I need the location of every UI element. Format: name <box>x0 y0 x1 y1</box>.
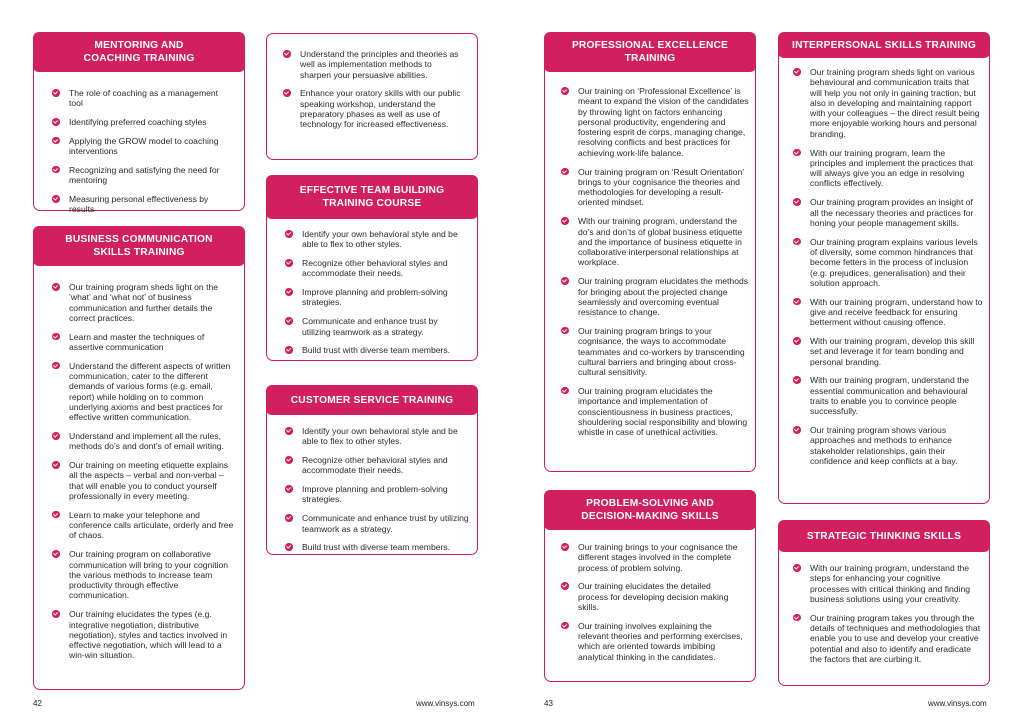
list-item-text: Our training program shows various approaches and methods to enhance stakeholder relationships, gain their confidence and keep conflicts at a bay. <box>810 425 958 466</box>
check-circle-icon <box>285 456 293 464</box>
check-circle-icon <box>561 387 569 395</box>
list-item <box>561 86 751 158</box>
check-circle-icon <box>793 149 801 157</box>
list-item <box>793 297 983 328</box>
list-item <box>52 332 234 353</box>
list-item <box>52 88 232 109</box>
list-item <box>52 549 234 600</box>
check-circle-icon <box>52 283 60 291</box>
list-item-text: Identify your own behavioral style and be able to flex to other styles. <box>302 229 458 250</box>
list-item-text: Our training program takes you through the details of techniques and methodologies that enable you to use and develop your creative potential and also to identify and eradicate the factors that are curbing it. <box>810 612 981 664</box>
check-circle-icon <box>285 543 293 551</box>
list-item <box>561 581 743 612</box>
list-item <box>52 431 234 452</box>
list-item <box>793 563 981 604</box>
list-item-text: Recognize other behavioral styles and accommodate their needs. <box>302 455 448 476</box>
list-item-text: Our training on meeting etiquette explains all the aspects – verbal and non-verbal – that will enable you to conduct yourself professionally in every meeting. <box>69 460 229 502</box>
list-item-text: Identifying preferred coaching styles <box>69 117 207 128</box>
problem-solving-list <box>561 542 743 670</box>
check-circle-icon <box>52 195 60 203</box>
check-circle-icon <box>561 277 569 285</box>
list-item-text: Understand the different aspects of written communication, cater to the different demands of various forms (e.g. email, report) while holding on to common underlying axioms and best practices for effective written communication. <box>69 360 231 423</box>
check-circle-icon <box>793 238 801 246</box>
check-circle-icon <box>793 298 801 306</box>
list-item-text: Our training elucidates the types (e.g. integrative negotiation, distributive negotiation), styles and tactics involved in effective negotiation, which will lead to a win-win situation. <box>69 609 228 661</box>
list-item <box>285 426 470 447</box>
list-item <box>793 67 983 139</box>
check-circle-icon <box>561 622 569 630</box>
list-item-text: Our training on ‘Professional Excellence’ is meant to expand the vision of the candidates by throwing light on factors enhancing personal productivity, engendering and fostering esprit de corps, managing change, resolving conflicts and best practices for achieving work-life balance. <box>578 86 749 158</box>
interpersonal-skills-list <box>793 67 983 475</box>
list-item-text: Our training program elucidates the importance and implementation of conscientiousness in business practices, shouldering social responsibility and blowing whistle in case of unethical activities. <box>578 385 748 438</box>
list-item <box>561 542 743 573</box>
professional-excellence-list <box>561 86 751 446</box>
check-circle-icon <box>52 461 60 469</box>
team-building-card-title: EFFECTIVE TEAM BUILDING TRAINING COURSE <box>266 175 478 219</box>
list-item-text: Our training program sheds light on various behavioural and communication traits that will help you not only in gaining traction, but also in developing and maintaining rapport with your colleagues – the direct result being more enjoyable working hours and personal branding. <box>810 67 980 139</box>
check-circle-icon <box>52 610 60 618</box>
list-item <box>793 336 983 367</box>
list-item <box>285 455 470 476</box>
list-item <box>52 136 232 157</box>
list-item <box>52 282 234 323</box>
team-building-list <box>285 229 465 364</box>
list-item-text: Our training program sheds light on the ‘what’ and ‘what not’ of business communication and further details the correct practices. <box>69 282 219 323</box>
list-item-text: With our training program, understand the steps for enhancing your cognitive processes with critical thinking and finding business solutions using your creativity. <box>810 563 971 604</box>
list-item <box>793 613 981 664</box>
list-item-text: Communicate and enhance trust by utilizing teamwork as a strategy. <box>302 316 438 337</box>
list-item-text: Our training program on collaborative communication will bring to your cognition the various methods to increase team productivity through effective communication. <box>69 549 229 601</box>
right-footer-url: www.vinsys.com <box>928 699 987 708</box>
check-circle-icon <box>52 166 60 174</box>
list-item <box>561 167 751 208</box>
problem-solving-card-title: PROBLEM-SOLVING AND DECISION-MAKING SKILLS <box>544 490 756 530</box>
check-circle-icon <box>793 68 801 76</box>
business-communication-card-title: BUSINESS COMMUNICATION SKILLS TRAINING <box>33 226 245 266</box>
left-footer-url: www.vinsys.com <box>416 699 475 708</box>
list-item-text: Identify your own behavioral style and be able to flex to other styles. <box>302 426 458 447</box>
check-circle-icon <box>285 514 293 522</box>
list-item-text: Recognize other behavioral styles and accommodate their needs. <box>302 258 448 279</box>
list-item-text: Improve planning and problem-solving strategies. <box>302 484 448 505</box>
check-circle-icon <box>52 550 60 558</box>
check-circle-icon <box>561 217 569 225</box>
mentoring-card-title: MENTORING AND COACHING TRAINING <box>33 32 245 72</box>
business-communication-list <box>52 282 234 669</box>
list-item <box>793 148 983 189</box>
list-item-text: Communicate and enhance trust by utilizing teamwork as a strategy. <box>302 513 469 534</box>
check-circle-icon <box>285 485 293 493</box>
list-item <box>283 88 463 129</box>
check-circle-icon <box>285 230 293 238</box>
check-circle-icon <box>285 288 293 296</box>
check-circle-icon <box>283 89 291 97</box>
list-item <box>52 194 232 215</box>
check-circle-icon <box>793 426 801 434</box>
list-item-text: Our training program on ‘Result Orientation’ brings to your cognisance the theories and methodologies for developing a result-oriented mindset. <box>578 166 744 208</box>
check-circle-icon <box>793 337 801 345</box>
check-circle-icon <box>52 137 60 145</box>
list-item <box>285 258 465 279</box>
professional-excellence-card-title: PROFESSIONAL EXCELLENCE TRAINING <box>544 32 756 72</box>
list-item-text: Improve planning and problem-solving strategies. <box>302 287 448 308</box>
check-circle-icon <box>52 118 60 126</box>
check-circle-icon <box>52 89 60 97</box>
list-item-text: Enhance your oratory skills with our public speaking workshop, understand the preparatory phases as well as use of technology for increased effectiveness. <box>300 88 461 130</box>
list-item <box>285 542 470 552</box>
list-item-text: Our training brings to your cognisance the different stages involved in the complete process of problem solving. <box>578 542 738 573</box>
interpersonal-skills-card-title: INTERPERSONAL SKILLS TRAINING <box>778 32 990 58</box>
check-circle-icon <box>561 582 569 590</box>
list-item-text: With our training program, develop this skill set and leverage it for team bonding and personal branding. <box>810 336 975 367</box>
list-item-text: Learn to make your telephone and conference calls articulate, orderly and free of chaos. <box>69 509 234 541</box>
list-item <box>285 513 470 534</box>
right-page-number: 43 <box>544 699 553 708</box>
list-item <box>285 345 465 355</box>
list-item-text: Our training program elucidates the methods for bringing about the projected change seamlessly and overcoming eventual resistance to change. <box>578 276 749 318</box>
persuasion-list <box>283 49 463 138</box>
list-item-text: With our training program, understand the do’s and don’ts of global business etiquette and the importance of business etiquette in collaborative interpersonal relationships at workplace. <box>578 216 743 268</box>
list-item-text: Understand and implement all the rules, methods do’s and dont’s of email writing. <box>69 431 224 452</box>
check-circle-icon <box>285 346 293 354</box>
list-item-text: With our training program, learn the principles and implement the practices that will always give you an edge in resolving conflicts effectively. <box>810 147 973 189</box>
check-circle-icon <box>561 327 569 335</box>
left-page-number: 42 <box>33 699 42 708</box>
list-item <box>793 375 983 416</box>
list-item <box>285 229 465 250</box>
list-item <box>285 484 470 505</box>
list-item <box>52 361 234 423</box>
check-circle-icon <box>52 432 60 440</box>
check-circle-icon <box>793 376 801 384</box>
check-circle-icon <box>283 50 291 58</box>
check-circle-icon <box>285 259 293 267</box>
check-circle-icon <box>285 427 293 435</box>
check-circle-icon <box>52 362 60 370</box>
list-item <box>561 326 751 377</box>
list-item-text: Our training program explains various levels of diversity, some common hindrances that become fetters in the process of inclusion (e.g. prejudices, generalisation) and their solution approach. <box>810 236 978 288</box>
list-item-text: With our training program, understand how to give and receive feedback for ensuring betterment without causing offence. <box>810 296 983 328</box>
check-circle-icon <box>561 168 569 176</box>
list-item <box>561 216 751 267</box>
check-circle-icon <box>793 614 801 622</box>
list-item <box>793 197 983 228</box>
list-item <box>52 609 234 660</box>
list-item <box>561 276 751 317</box>
strategic-thinking-card-title: STRATEGIC THINKING SKILLS <box>778 520 990 552</box>
list-item <box>793 425 983 466</box>
list-item-text: Our training involves explaining the relevant theories and performing exercises, which are oriented towards imbibing analytical thinking in the candidates. <box>578 620 743 662</box>
check-circle-icon <box>793 564 801 572</box>
list-item <box>52 460 234 501</box>
list-item <box>561 386 751 437</box>
list-item-text: Build trust with diverse team members. <box>302 345 451 356</box>
list-item <box>285 316 465 337</box>
check-circle-icon <box>793 198 801 206</box>
list-item-text: Our training program provides an insight of all the necessary theories and practices for honing your people management skills. <box>810 197 974 228</box>
check-circle-icon <box>561 543 569 551</box>
list-item-text: Our training program brings to your cognisance, the ways to accommodate teammates and co-workers by transcending cultural barriers and bringing about cross-cultural sensitivity. <box>578 325 745 378</box>
list-item-text: With our training program, understand the essential communication and behavioural traits to enable you to convince people successfully. <box>810 375 970 417</box>
list-item-text: Recognizing and satisfying the need for mentoring <box>69 164 220 186</box>
list-item <box>561 621 743 662</box>
customer-service-card-title: CUSTOMER SERVICE TRAINING <box>266 385 478 415</box>
list-item <box>283 49 463 80</box>
check-circle-icon <box>52 333 60 341</box>
list-item-text: The role of coaching as a management tool <box>69 88 219 109</box>
list-item-text: Our training elucidates the detailed process for developing decision making skills. <box>578 581 729 612</box>
check-circle-icon <box>52 511 60 519</box>
list-item <box>52 510 234 541</box>
strategic-thinking-list <box>793 563 981 673</box>
list-item-text: Build trust with diverse team members. <box>302 542 451 553</box>
list-item <box>285 287 465 308</box>
check-circle-icon <box>285 317 293 325</box>
customer-service-list <box>285 426 470 561</box>
check-circle-icon <box>561 87 569 95</box>
list-item-text: Learn and master the techniques of assertive communication <box>69 331 205 352</box>
list-item <box>793 237 983 288</box>
list-item-text: Measuring personal effectiveness by results <box>69 194 209 215</box>
mentoring-list <box>52 88 232 223</box>
list-item <box>52 117 232 127</box>
list-item <box>52 165 232 186</box>
list-item-text: Applying the GROW model to coaching interventions <box>69 135 219 157</box>
list-item-text: Understand the principles and theories as well as implementation methods to sharpen your persuasive abilities. <box>300 49 459 80</box>
